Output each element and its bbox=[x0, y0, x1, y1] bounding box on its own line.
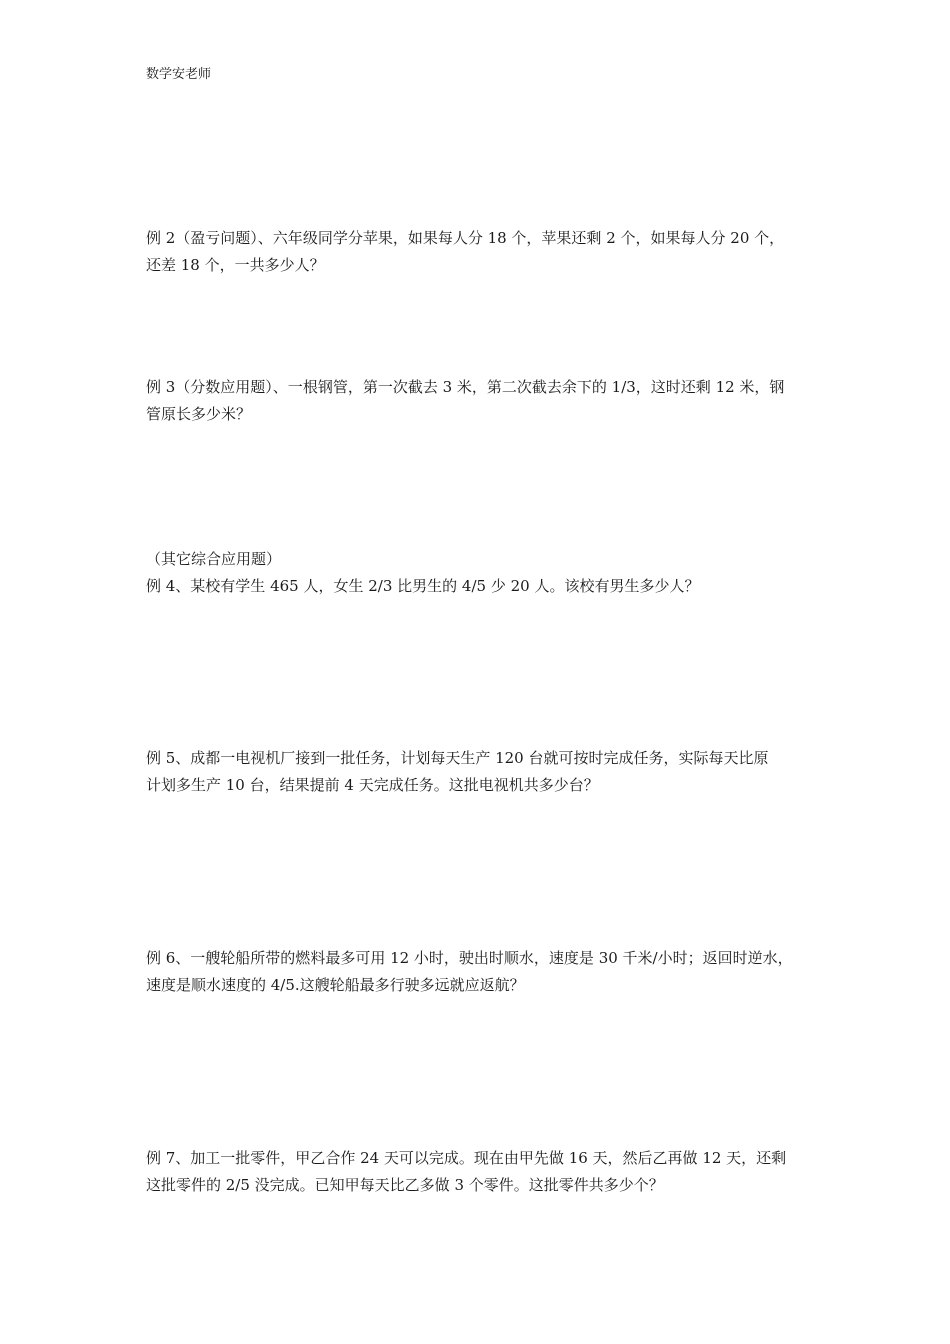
problem-2-line-2: 还差 18 个，一共多少人？ bbox=[146, 256, 325, 274]
problem-3-line-2: 管原长多少米？ bbox=[146, 405, 252, 423]
problem-6-line-2: 速度是顺水速度的 4/5.这艘轮船最多行驶多远就应返航？ bbox=[146, 976, 525, 994]
problem-2-line-1: 例 2（盈亏问题）、六年级同学分苹果，如果每人分 18 个，苹果还剩 2 个，如果每人分 20 个， bbox=[146, 229, 785, 247]
problem-4 bbox=[146, 546, 822, 600]
problem-7-line-2: 这批零件的 2/5 没完成。已知甲每天比乙多做 3 个零件。这批零件共多少个？ bbox=[146, 1176, 664, 1194]
problem-4-line-1: 例 4、某校有学生 465 人，女生 2/3 比男生的 4/5 少 20 人。该校有男生多少人？ bbox=[146, 577, 700, 595]
problem-3 bbox=[146, 374, 822, 428]
problem-7-line-1: 例 7、加工一批零件，甲乙合作 24 天可以完成。现在由甲先做 16 天，然后乙再做 12 天，还剩 bbox=[146, 1149, 787, 1167]
problem-7 bbox=[146, 1145, 822, 1199]
page-header-author: 数学安老师 bbox=[146, 67, 212, 82]
problem-6 bbox=[146, 945, 822, 999]
problem-5-line-1: 例 5、成都一电视机厂接到一批任务，计划每天生产 120 台就可按时完成任务，实际每天比原 bbox=[146, 749, 769, 767]
section-heading: （其它综合应用题） bbox=[146, 550, 282, 568]
problem-2 bbox=[146, 225, 822, 279]
problem-5-line-2: 计划多生产 10 台，结果提前 4 天完成任务。这批电视机共多少台？ bbox=[146, 776, 599, 794]
problem-3-line-1: 例 3（分数应用题）、一根钢管，第一次截去 3 米，第二次截去余下的 1/3，这时还剩 12 米，钢 bbox=[146, 378, 785, 396]
problem-5 bbox=[146, 745, 822, 799]
problem-6-line-1: 例 6、一艘轮船所带的燃料最多可用 12 小时，驶出时顺水，速度是 30 千米/小时；返回时逆水， bbox=[146, 949, 793, 967]
